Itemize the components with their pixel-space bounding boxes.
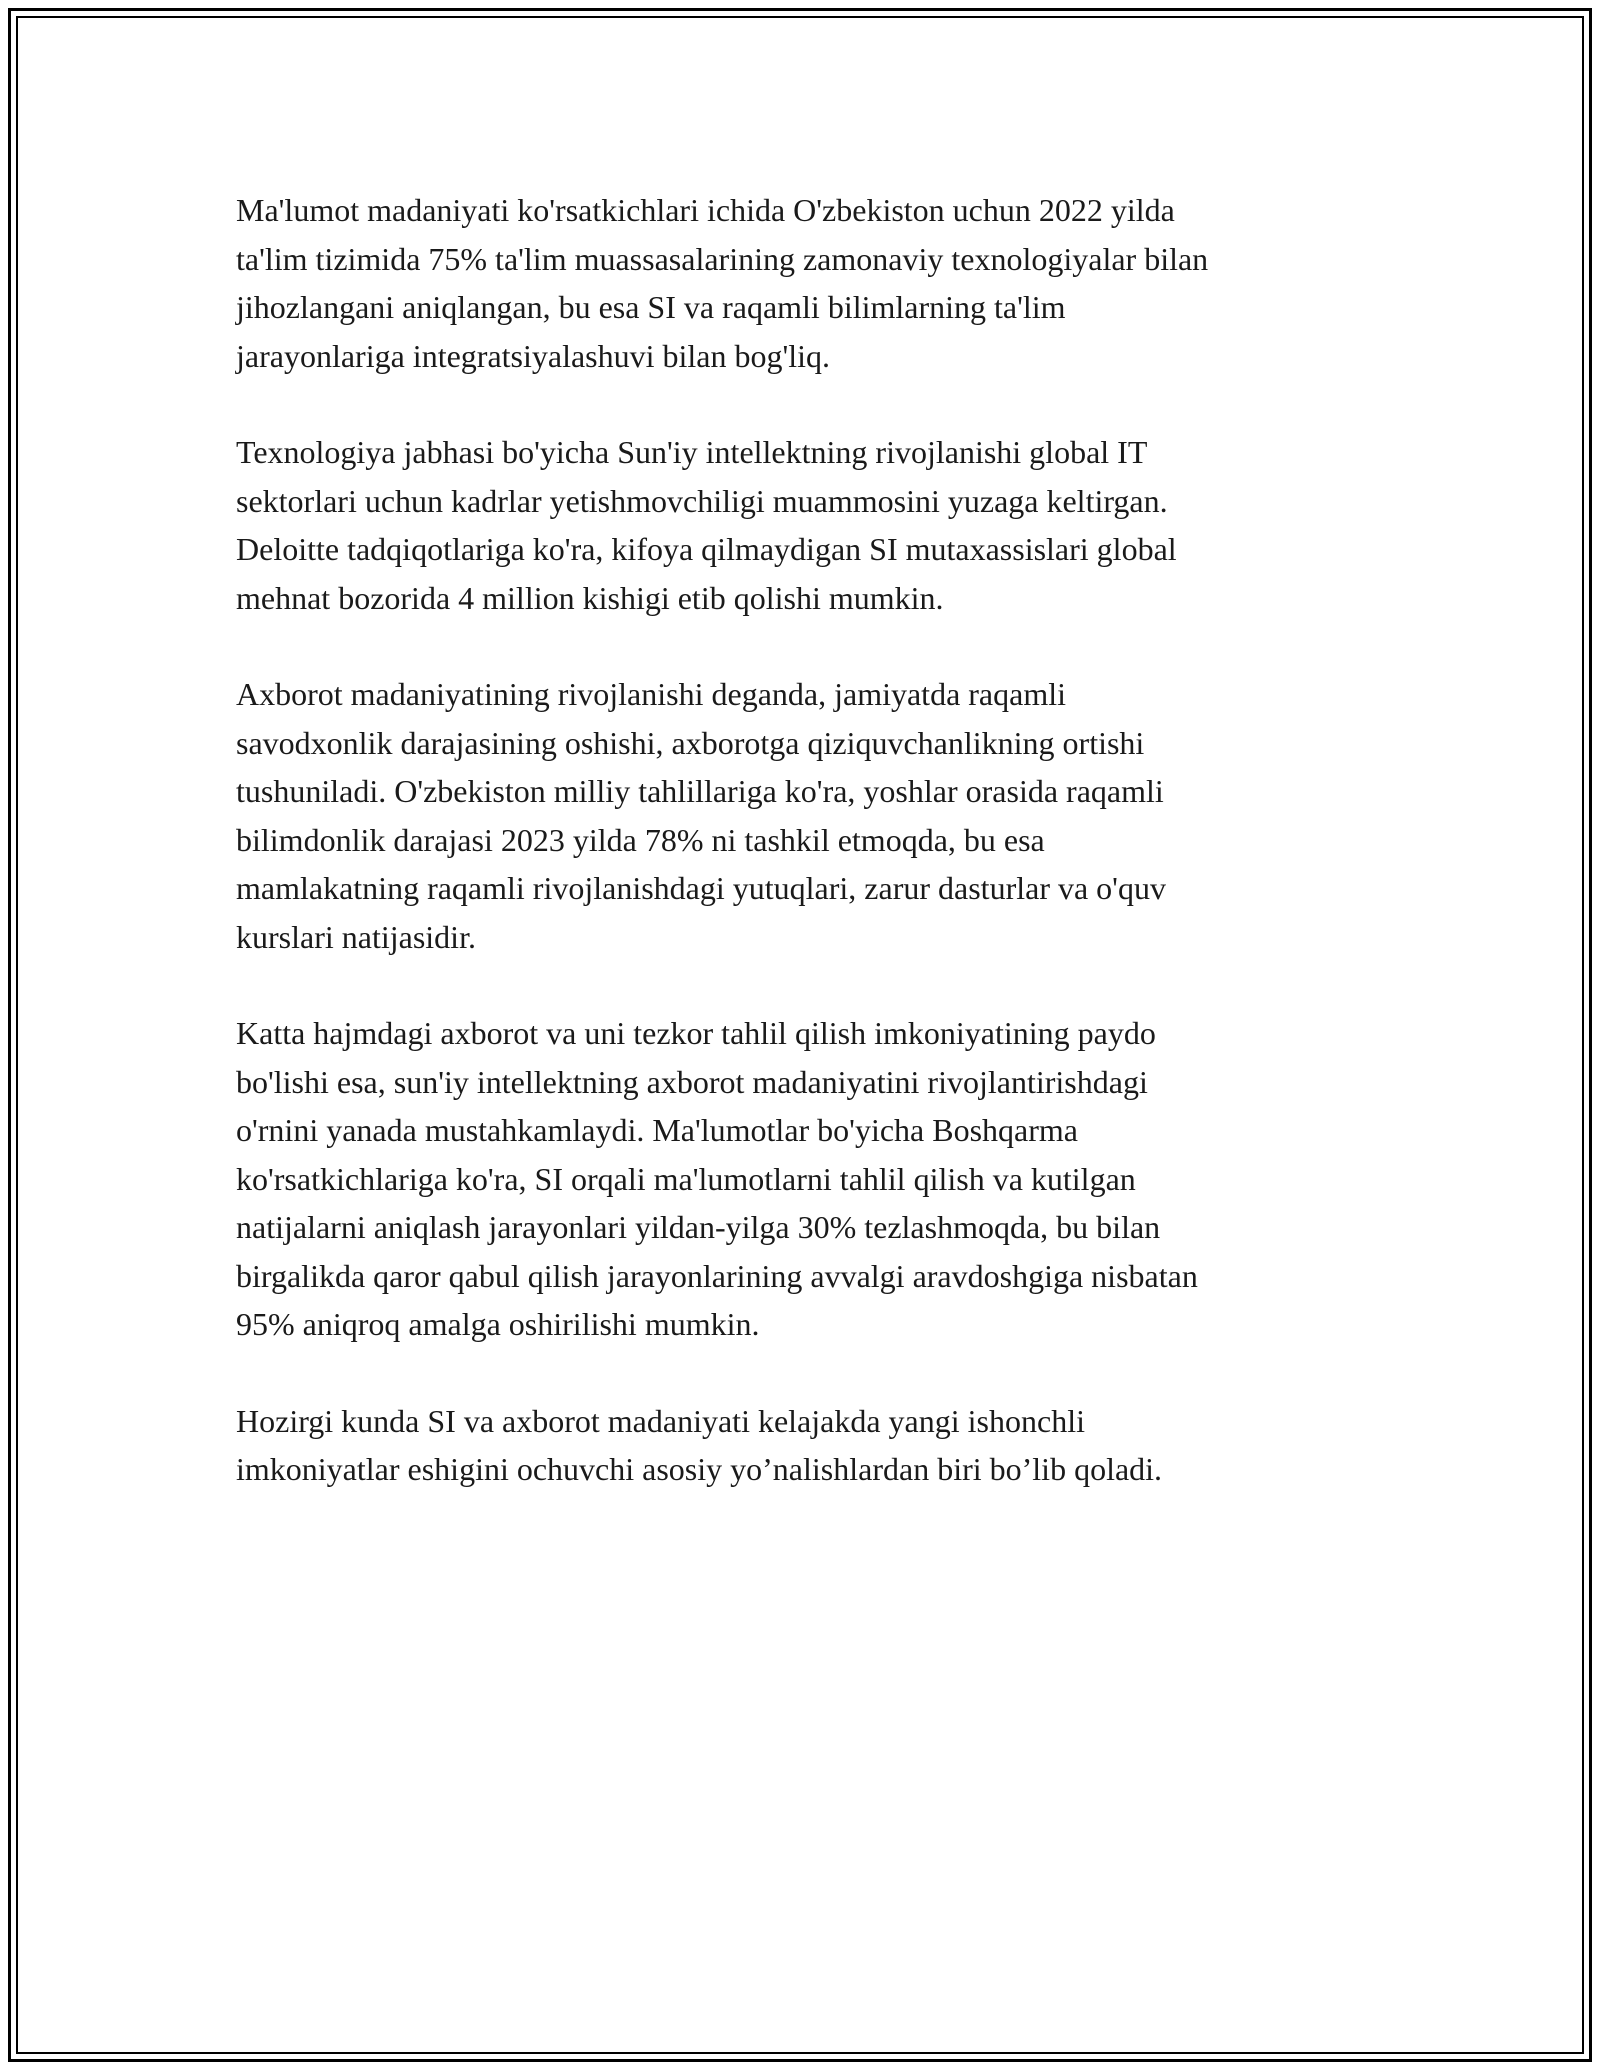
- paragraph-data-analysis: Katta hajmdagi axborot va uni tezkor tahlil qilish imkoniyatining paydo bo'lishi esa, sun'iy intellektning axborot madaniyatini rivojlantirishdagi o'rnini yanada mustahkamlaydi. Ma'lumotlar bo'yicha Boshqarma ko'rsatkichlariga ko'ra, SI orqali ma'lumotlarni tahlil qilish va kutilgan natijalarni aniqlash jarayonlari yildan-yilga 30% tezlashmoqda, bu bilan birgalikda qaror qabul qilish jarayonlarining avvalgi aravdoshgiga nisbatan 95% aniqroq amalga oshirilishi mumkin.: [236, 1015, 1198, 1342]
- paragraph-conclusion: Hozirgi kunda SI va axborot madaniyati kelajakda yangi ishonchli imkoniyatlar eshigini ochuvchi asosiy yo’nalishlardan biri bo’lib qoladi.: [236, 1402, 1163, 1487]
- paragraph-education-tech: Ma'lumot madaniyati ko'rsatkichlari ichida O'zbekiston uchun 2022 yilda ta'lim tizimida 75% ta'lim muassasalarining zamonaviy texnologiyalar bilan jihozlangani aniqlangan, bu esa SI va raqamli bilimlarning ta'lim jarayonlariga integratsiyalashuvi bilan bog'liq.: [236, 192, 1209, 374]
- paragraph-digital-literacy: Axborot madaniyatining rivojlanishi deganda, jamiyatda raqamli savodxonlik darajasining oshishi, axborotga qiziquvchanlikning ortishi tushuniladi. O'zbekiston milliy tahlillariga ko'ra, yoshlar orasida raqamli bilimdonlik darajasi 2023 yilda 78% ni tashkil etmoqda, bu esa mamlakatning raqamli rivojlanishdagi yutuqlari, zarur dasturlar va o'quv kurslari natijasidir.: [236, 676, 1166, 955]
- paragraph-ai-talent-shortage: Texnologiya jabhasi bo'yicha Sun'iy intellektning rivojlanishi global IT sektorlari uchun kadrlar yetishmovchiligi muammosini yuzaga keltirgan. Deloitte tadqiqotlariga ko'ra, kifoya qilmaydigan SI mutaxassislari global mehnat bozorida 4 million kishigi etib qolishi mumkin.: [236, 434, 1177, 616]
- document-body: [236, 186, 1366, 1542]
